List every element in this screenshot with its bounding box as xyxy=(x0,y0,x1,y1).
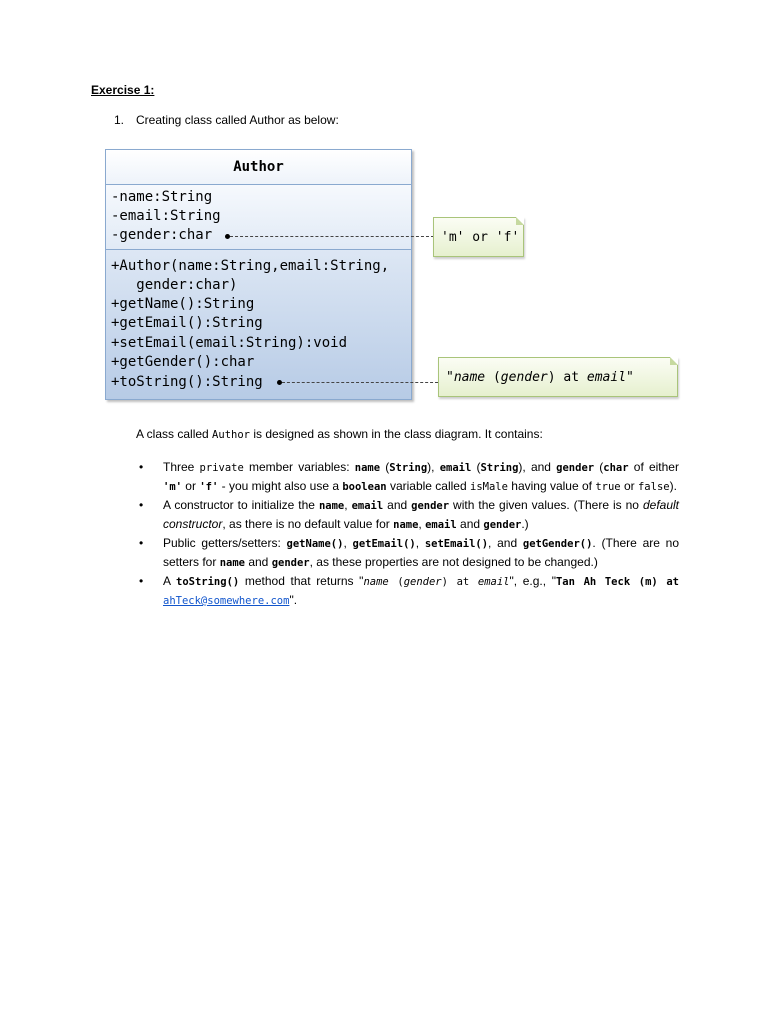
uml-operation: +getGender():char xyxy=(111,354,255,370)
uml-operation: +setEmail(email:String):void xyxy=(111,335,348,351)
uml-attribute: -gender:char xyxy=(111,227,213,243)
step-number: 1. xyxy=(114,113,125,127)
uml-class-box xyxy=(105,149,412,400)
connector-line-tostring xyxy=(282,382,438,383)
uml-operation: gender:char) xyxy=(111,277,238,293)
bullet-constructor: • A constructor to initialize the name, email and gender with the given values. (There is no default constructor, as there is no default value for name, email and gender.) xyxy=(137,496,679,534)
connector-line-gender xyxy=(230,236,434,237)
note-fold-icon xyxy=(516,217,524,225)
uml-class-name: Author xyxy=(106,150,411,185)
note-gender-text: 'm' or 'f' xyxy=(441,229,520,245)
uml-operation: +getName():String xyxy=(111,296,255,312)
note-gender xyxy=(433,217,524,257)
bullet-list xyxy=(137,458,679,610)
uml-operation: +getEmail():String xyxy=(111,315,263,331)
note-tostring xyxy=(438,357,678,397)
uml-attribute: -name:String xyxy=(111,189,213,205)
uml-attribute: -email:String xyxy=(111,208,221,224)
uml-operations xyxy=(106,250,411,399)
bullet-variables: • Three private member variables: name (String), email (String), and gender (char of either 'm' or 'f' - you might also use a boolean variable called isMale having value of true or false). xyxy=(137,458,679,496)
uml-operation: +toString():String xyxy=(111,374,263,390)
intro-paragraph: A class called Author is designed as shown in the class diagram. It contains: xyxy=(136,427,543,441)
step-1 xyxy=(114,113,339,127)
bullet-tostring: • A toString() method that returns "name (gender) at email", e.g., "Tan Ah Teck (m) at ahTeck@somewhere.com". xyxy=(137,572,679,610)
step-text: Creating class called Author as below: xyxy=(136,113,339,127)
exercise-heading: Exercise 1: xyxy=(91,83,155,97)
note-tostring-text: "name (gender) at email" xyxy=(446,369,634,385)
uml-operation: +Author(name:String,email:String, xyxy=(111,258,390,274)
note-fold-icon xyxy=(670,357,678,365)
bullet-getters-setters: • Public getters/setters: getName(), getEmail(), setEmail(), and getGender(). (There are no setters for name and gender, as these properties are not designed to be changed.) xyxy=(137,534,679,572)
uml-attributes xyxy=(106,185,411,250)
email-link[interactable]: ahTeck@somewhere.com xyxy=(163,595,290,607)
